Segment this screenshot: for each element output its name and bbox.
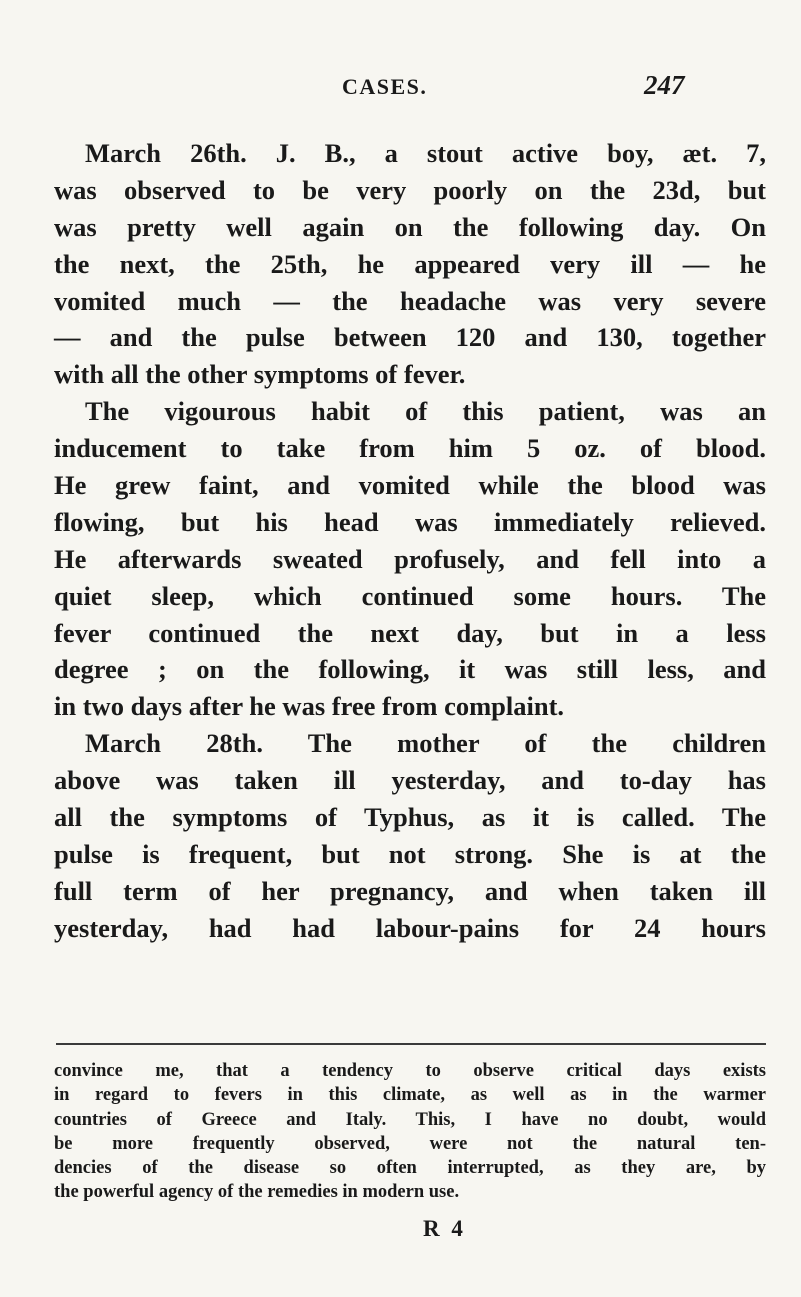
text-line: The vigourous habit of this patient, was an [85,396,766,427]
text-line: March 28th. The mother of the children [85,728,766,759]
signature-mark: R 4 [423,1216,466,1241]
text-line: flowing, but his head was immediately relieved. [54,506,766,537]
text-line: yesterday, had had labour-pains for 24 hours [54,912,766,943]
text-line: above was taken ill yesterday, and to-day has [54,765,766,796]
text-line: He afterwards sweated profusely, and fell into a [54,543,766,574]
footnote-line: the powerful agency of the remedies in modern use. [54,1182,460,1203]
footnote-line: in regard to fevers in this climate, as well as in the warmer [54,1085,766,1106]
text-line: quiet sleep, which continued some hours. The [54,580,766,611]
text-line: March 26th. J. B., a stout active boy, æt. 7, [85,138,766,168]
text-line: all the symptoms of Typhus, as it is called. The [54,802,766,833]
text-line: in two days after he was free from complaint. [54,691,565,722]
main-text [54,135,766,947]
text-line: the next, the 25th, he appeared very ill — he [54,248,766,279]
page-number: 247 [644,70,685,100]
footnote-line: countries of Greece and Italy. This, I have no doubt, would [54,1109,766,1130]
footnote-line: convince me, that a tendency to observe critical days exists [54,1061,766,1081]
footnote-rule [56,1043,766,1045]
running-title: CASES. [342,74,428,99]
footnote-line: dencies of the disease so often interrupted, as they are, by [54,1158,766,1179]
text-line: fever continued the next day, but in a less [54,617,766,648]
text-line: vomited much — the headache was very severe [54,285,766,316]
footnote-line: be more frequently observed, were not the natural ten- [54,1133,766,1154]
footnote [54,1059,766,1205]
text-line: — and the pulse between 120 and 130, together [54,322,766,353]
text-line: He grew faint, and vomited while the blood was [54,470,766,501]
text-line: was observed to be very poorly on the 23d, but [54,174,766,205]
text-line: was pretty well again on the following day. On [54,211,766,242]
text-line: inducement to take from him 5 oz. of blood. [54,433,766,464]
text-line: pulse is frequent, but not strong. She is at the [54,838,766,869]
text-line: degree ; on the following, it was still less, and [54,654,766,685]
text-line: full term of her pregnancy, and when taken ill [54,875,766,906]
running-head [0,60,801,100]
text-line: with all the other symptoms of fever. [54,359,466,390]
